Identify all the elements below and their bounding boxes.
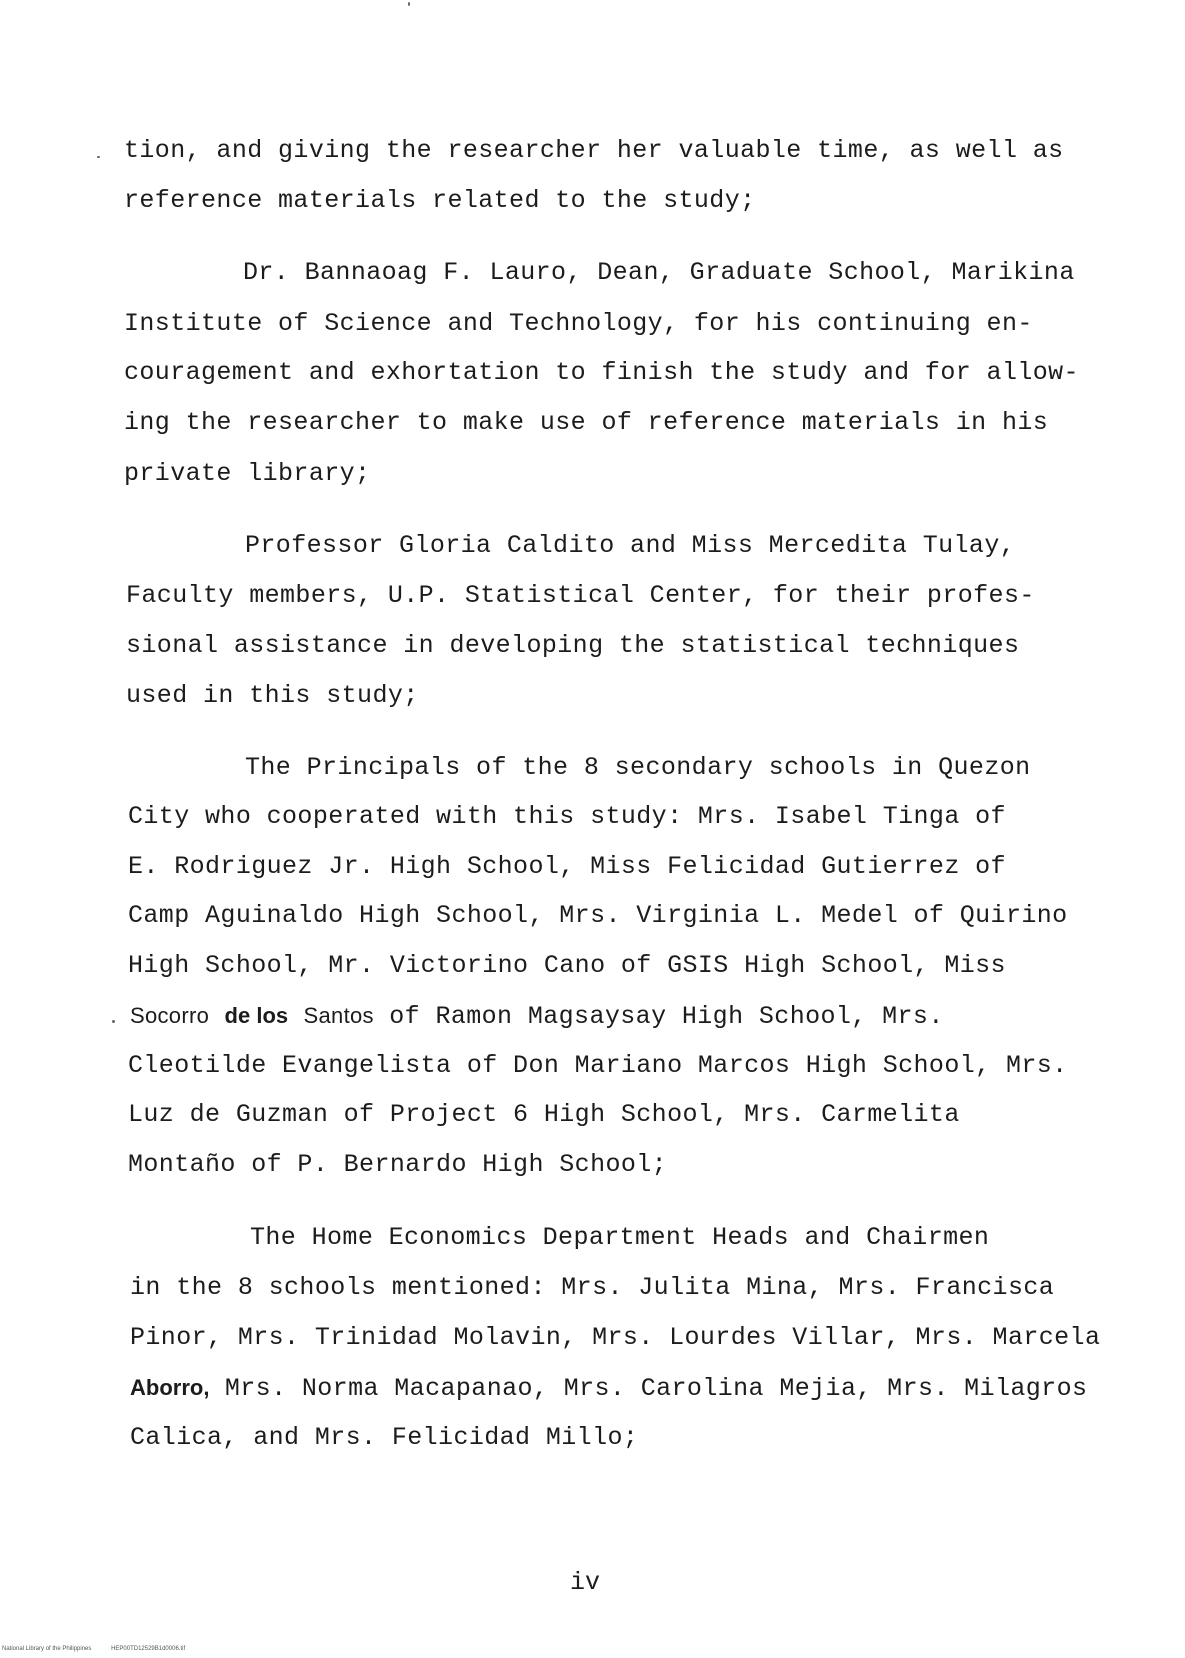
text-line: Cleotilde Evangelista of Don Mariano Marcos High School, Mrs.	[128, 1051, 1068, 1080]
scan-speck	[408, 2, 410, 6]
text-line: Professor Gloria Caldito and Miss Mercedita Tulay,	[245, 531, 1016, 560]
text-line: Institute of Science and Technology, for his continuing en-	[124, 309, 1033, 338]
text-line: used in this study;	[126, 681, 419, 710]
text-fragment: Socorro	[130, 1003, 210, 1028]
scan-footer	[2, 1646, 203, 1652]
text-fragment: of Ramon Magsaysay High School, Mrs.	[373, 1002, 944, 1031]
text-line: Dr. Bannaoag F. Lauro, Dean, Graduate School, Marikina	[243, 258, 1075, 287]
text-line: Luz de Guzman of Project 6 High School, Mrs. Carmelita	[128, 1100, 960, 1129]
text-line	[130, 1373, 1087, 1404]
text-line: Calica, and Mrs. Felicidad Millo;	[130, 1423, 639, 1452]
text-fragment: Santos	[303, 1003, 374, 1028]
page-number: iv	[570, 1568, 601, 1597]
text-fragment: de los	[224, 1003, 289, 1028]
text-line: couragement and exhortation to finish the study and for allow-	[124, 358, 1079, 387]
text-line: ing the researcher to make use of reference materials in his	[124, 408, 1049, 437]
text-line: Montaño of P. Bernardo High School;	[128, 1150, 668, 1179]
scan-speck	[112, 1020, 115, 1023]
text-line: tion, and giving the researcher her valuable time, as well as	[124, 136, 1064, 165]
text-line: City who cooperated with this study: Mrs. Isabel Tinga of	[128, 802, 1006, 831]
text-line: sional assistance in developing the statistical techniques	[126, 631, 1020, 660]
text-line: E. Rodriguez Jr. High School, Miss Felicidad Gutierrez of	[128, 852, 1006, 881]
text-line: in the 8 schools mentioned: Mrs. Julita Mina, Mrs. Francisca	[130, 1273, 1055, 1302]
text-line: reference materials related to the study;	[124, 186, 756, 215]
footer-library: National Library of the Philippines	[2, 1646, 92, 1652]
text-line: Pinor, Mrs. Trinidad Molavin, Mrs. Lourdes Villar, Mrs. Marcela	[130, 1323, 1101, 1352]
text-line	[130, 1001, 944, 1032]
text-fragment: Aborro,	[130, 1375, 210, 1400]
text-line: High School, Mr. Victorino Cano of GSIS High School, Miss	[128, 951, 1006, 980]
text-line: Faculty members, U.P. Statistical Center, for their profes-	[126, 581, 1035, 610]
text-fragment: Mrs. Norma Macapanao, Mrs. Carolina Mejia, Mrs. Milagros	[209, 1374, 1088, 1403]
footer-file-id: HEP00TD12529B1d0006.tif	[111, 1646, 186, 1652]
text-line: Camp Aguinaldo High School, Mrs. Virginia L. Medel of Quirino	[128, 901, 1068, 930]
text-line: The Principals of the 8 secondary schools in Quezon	[245, 753, 1031, 782]
text-line: The Home Economics Department Heads and Chairmen	[250, 1223, 990, 1252]
scan-speck	[97, 156, 100, 158]
text-line: private library;	[124, 459, 371, 488]
